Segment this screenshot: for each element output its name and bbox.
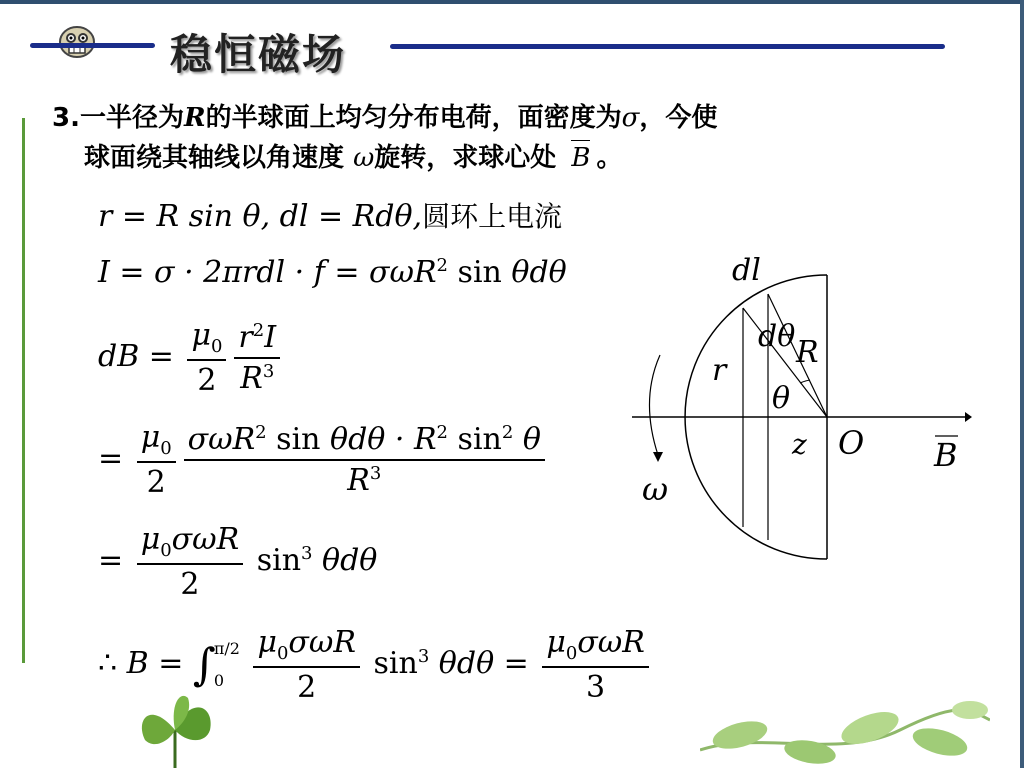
title-rule-right: [390, 44, 945, 49]
problem-text: 球面绕其轴线以角速度: [84, 143, 345, 173]
label-z: z: [792, 428, 807, 461]
equation-4: = $\frac{\mu_0}{2}$ $\frac{\sigma\omega R^2 \sin \theta d\theta \cdot R^2 \sin^2 \theta}{R^3}$: [98, 420, 549, 500]
problem-line-2: [52, 138, 952, 178]
label-O: O: [838, 424, 865, 462]
leaf-decoration-icon: [130, 690, 220, 768]
problem-text: ，今使: [639, 103, 718, 133]
label-dl: dl: [732, 253, 761, 288]
equation-5: = $\frac{\mu_0\sigma\omega R}{2}$ $\sin^3 \theta d\theta$: [98, 522, 378, 602]
rotation-arrowhead-icon: [653, 452, 663, 462]
equation-6: ∴ B = ∫ π/2 0 $\frac{\mu_0\sigma\omega R}{2}$ $\sin^3 \theta d\theta$ = $\frac{\mu_0\sigma\omega R}{3}$: [98, 625, 653, 705]
axis-arrow-icon: [965, 412, 972, 422]
label-r: r: [712, 353, 727, 388]
problem-text: 。: [596, 143, 623, 173]
theta-arc: [800, 380, 810, 383]
equation-1-math: r = R sin θ, dl = Rdθ,: [98, 199, 423, 234]
vine-decoration-icon: [700, 690, 990, 768]
b-symbol: B: [571, 143, 591, 173]
hemisphere-diagram: [620, 240, 980, 570]
equation-3: dB = $\frac{\mu_0}{2}$ $\frac{r^2I}{R^3}$: [98, 318, 284, 398]
label-theta: θ: [772, 381, 791, 416]
slide-title: 稳恒磁场: [170, 30, 347, 79]
sigma-symbol: σ: [621, 103, 640, 133]
rotation-arrow: [649, 355, 660, 455]
mascot-icon: [52, 22, 102, 62]
label-omega: ω: [642, 470, 669, 508]
problem-number: 3.: [52, 103, 80, 133]
equation-1-text: 圆环上电流: [422, 200, 563, 233]
equation-2: I = σ · 2πrdl · f = σωR$^2$ sin θdθ: [98, 255, 567, 290]
radius-symbol: R: [183, 103, 206, 133]
slide-header: [0, 0, 1024, 90]
title-rule-left: [30, 43, 155, 48]
problem-text: 的半球面上均匀分布电荷，面密度为: [205, 103, 622, 133]
problem-text: 一半径为: [79, 103, 184, 133]
label-R: R: [796, 335, 819, 370]
right-frame-border: [1020, 0, 1024, 768]
label-B: B: [934, 436, 958, 474]
problem-line-1: [52, 98, 952, 138]
b-vector-symbol: [571, 138, 590, 178]
omega-symbol: ω: [353, 143, 375, 173]
equation-1: [98, 195, 562, 235]
label-dtheta: dθ: [758, 319, 796, 354]
problem-text: 旋转，求球心处: [374, 143, 557, 173]
problem-statement: [52, 98, 952, 178]
left-accent-bar: [22, 118, 25, 663]
